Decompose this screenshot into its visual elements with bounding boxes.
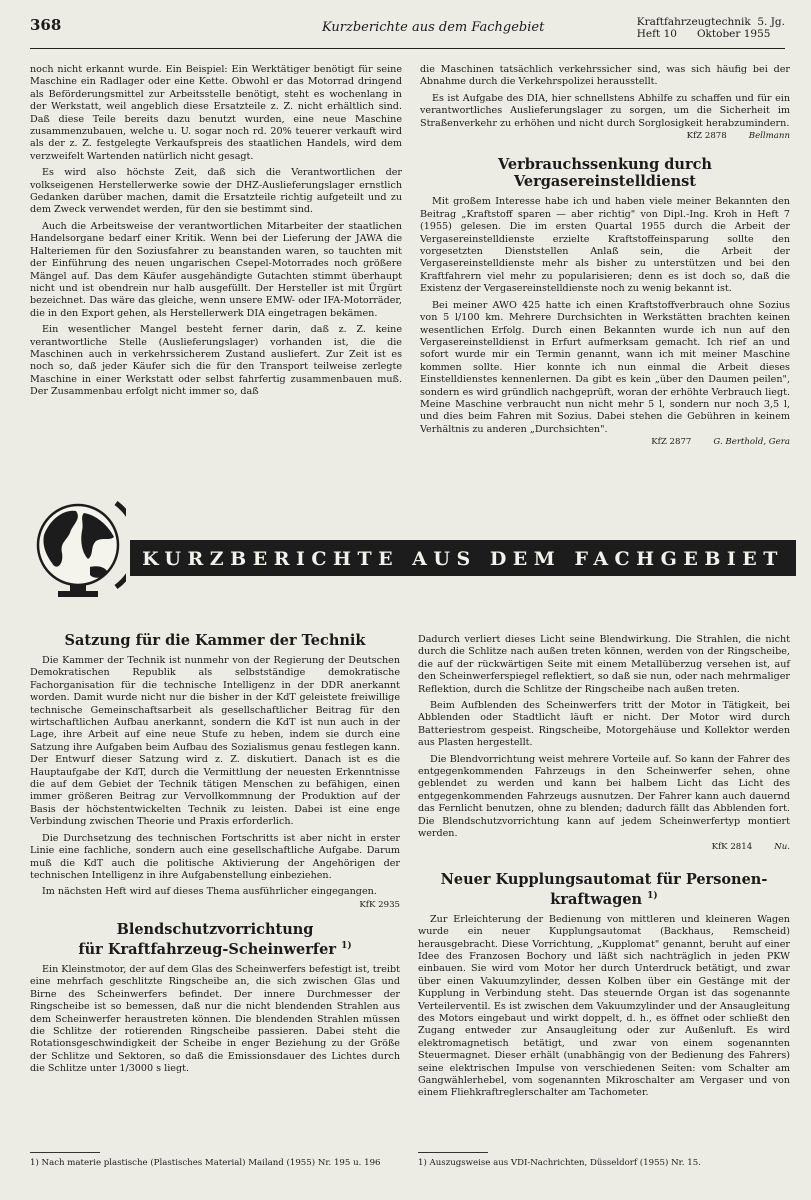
paragraph: Im nächsten Heft wird auf dieses Thema ausführlicher eingegangen. [42,886,377,898]
section-title: Kurzberichte aus dem Fachgebiet [322,20,545,35]
bottom-right-column [418,634,790,1104]
article-title [418,871,790,908]
bottom-left-column [30,630,400,1080]
signature [420,436,790,448]
paragraph: Dadurch verliert dieses Licht seine Blendwirkung. Die Strahlen, die nicht durch die Schlitze nach außen treten können, werden von der Ringscheibe, die auf der rückwärtigen Seite mit einem Metallüberzug versehen ist, auf den Scheinwerferspiegel reflektiert, so daß sie nun, oder nach mehrmaliger Reflektion, durch die Schlitze der Ringscheibe nach außen treten. [418,634,790,695]
section-banner [30,495,790,613]
author-name: Bellmann [748,131,790,142]
footnote: 1) Auszugsweise aus VDI-Nachrichten, Düsseldorf (1955) Nr. 15. [418,1158,790,1168]
paragraph: Bei meiner AWO 425 hatte ich einen Kraftstoffverbrauch ohne Sozius von 5 l/100 km. Mehrere Durchsichten in Werkstätten brachten keinen wesentlichen Erfolg. Durch einen Bekannten wurde ich nun auf den Vergasereinstelldienst in Erfurt aufmerksam gemacht. Ich rief an und sofort wurde mir ein Termin genannt, wann ich mit meiner Maschine kommen sollte. Hier konnte ich nun einmal die Arbeit dieses Einstelldienstes kennenlernen. Da gibt es kein „über den Daumen peilen", sondern es wird gründlich nachgeprüft, woran der erhöhte Verbrauch liegt. Meine Maschine verbraucht nun nicht mehr 5 l, sondern nur noch 3,5 l, und dies beim Fahren mit Sozius. Dabei stehen die Gebühren in keinem Verhältnis zu anderen „Durchsichten". [420,299,790,435]
signature [30,899,400,911]
signature [418,841,790,853]
article-title: Satzung für die Kammer der Technik [64,632,366,649]
title-line-2: für Kraftfahrzeug-Scheinwerfer [78,940,336,958]
title-line-1: Blendschutzvorrichtung [116,921,314,939]
article-title [30,921,400,958]
paragraph: die Maschinen tatsächlich verkehrssicher sind, was sich häufig bei der Abnahme durch die Verkehrspolizei herausstellt. [420,64,790,88]
paragraph: Es ist Aufgabe des DIA, hier schnellstens Abhilfe zu schaffen und für ein verantwortliches Auslieferungslager zu sorgen, um die Sicherheit im Straßenverkehr zu erhöhen und nicht durch Sorglosigkeit herabzumindern. [420,92,790,129]
page-header [30,14,785,49]
title-line-2: kraftwagen [550,890,643,908]
page-number: 368 [30,16,62,34]
signature [420,130,790,142]
paragraph: noch nicht erkannt wurde. Ein Beispiel: Ein Werktätiger benötigt für seine Maschine ein Radlager oder eine Kette. Obwohl er das Motorrad dringend als Beförderungsmittel zur Arbeitsstelle benötigt, steht es wochenlang in der Werkstatt, weil angeblich diese Ersatzteile z. Z. nicht erhältlich sind. Daß diese Teile bereits dazu benutzt wurden, eine neue Maschine zusammenzubauen, welche u. U. sogar noch rd. 20% teuerer verkauft wird als der z. Z. festgelegte Verkaufspreis des staatlichen Handels, wird dem verzweifelt Wartenden natürlich nicht gesagt. [30,64,402,162]
article-code: KfZ 2878 [686,131,727,142]
paragraph: Die Kammer der Technik ist nunmehr von der Regierung der Deutschen Demokratischen Republik als selbstständige demokratische Fachorganisation für die technische Intelligenz in der DDR anerkannt worden. Damit wurde nicht nur die bisher in der KdT geleistete freiwillige technische Gemeinschaftsarbeit als gesellschaftlicher Beitrag für den wirtschaftlichen Aufbau anerkannt, sondern die KdT ist nun auch in der Lage, ihre Arbeit auf eine neue Stufe zu heben, indem sie durch eine Satzung ihre Aufgaben beim Aufbau des Sozialismus genau festlegen kann. Der Entwurf dieser Satzung wird z. Z. diskutiert. Danach ist es die Hauptaufgabe der KdT, durch die Vermittlung der neuesten Erkenntnisse die auf dem Gebiet der Technik tätigen Menschen zu befähigen, einen immer größeren Beitrag zur Vervollkommnung der Produktion auf der Basis der höchstentwickelten Technik zu leisten. Dabei ist eine enge Verbindung zwischen Theorie und Praxis erforderlich. [30,655,400,828]
banner-text: KURZBERICHTE AUS DEM FACHGEBIET [142,548,784,570]
journal-line-2: Heft 10 Oktober 1955 [636,28,771,40]
author-name: Nu. [774,841,790,852]
journal-info [637,16,785,40]
top-left-column [30,64,402,403]
article-title: Verbrauchssenkung durch Vergasereinstelldienst [498,156,712,191]
paragraph: Es wird also höchste Zeit, daß sich die Verantwortlichen der volkseigenen Herstellerwerke sowie der DHZ-Auslieferungslager ernstlich Gedanken darüber machen, damit die Ersatzteile richtig aufgeteilt und zu dem Zweck verwendet werden, für den sie bestimmt sind. [30,167,402,216]
article-code: KfK 2935 [359,899,400,910]
top-right-column [420,64,790,453]
paragraph: Ein wesentlicher Mangel besteht ferner darin, daß z. Z. keine verantwortliche Stelle (Auslieferungslager) vorhanden ist, die die Maschinen auch in verkehrssicherem Zustand ausliefert. Zur Zeit ist es noch so, daß jeder Käufer sich die für den Transport teilweise zerlegte Maschine in einer Werkstatt oder selbst fahrfertig zusammenbauen muß. Der Zusammenbau erfolgt nicht immer so, daß [30,324,402,398]
paragraph: Auch die Arbeitsweise der verantwortlichen Mitarbeiter der staatlichen Handelsorgane bedarf einer Kritik. Wenn bei der Lieferung der JAWA die Halteriemen für den Soziusfahrer zu beanstanden waren, so tauchten mit der Einführung des neuen ungarischen Csepel-Motorrades noch größere Mängel auf. Das dem Käufer ausgehändigte Gutachten stimmt überhaupt nicht und ist obendrein nur halb ausgefüllt. Der Hersteller ist mit Ürgürt bezeichnet. Das wäre das gleiche, wenn unsere EMW- oder IFA-Motorräder, die in den Export gehen, als Herstellerwerk DIA eingetragen bekämen. [30,220,402,319]
paragraph: Ein Kleinstmotor, der auf dem Glas des Scheinwerfers befestigt ist, treibt eine mehrfach geschlitzte Ringscheibe an, die sich zwischen Glas und Birne des Scheinwerfers befindet. Der innere Durchmesser der Ringscheibe ist so bemessen, daß nur die nicht blendenden Strahlen aus dem Scheinwerfer heraustreten können. Die blendenden Strahlen müssen die Schlitze der rotierenden Ringscheibe passieren. Dabei steht die Rotationsgeschwindigkeit der Scheibe in enger Beziehung zu der Größe der Schlitze und Sektoren, so daß die Emissionsdauer des Lichtes durch die Schlitze unter 1/3000 s liegt. [30,963,400,1075]
paragraph: Mit großem Interesse habe ich und haben viele meiner Bekannten den Beitrag „Kraftstoff sparen — aber richtig" von Dipl.-Ing. Kroh in Heft 7 (1955) gelesen. Die im ersten Quartal 1955 durch die Arbeit der Vergasereinstelldienste erzielte Kraftstoffeinsparung sollte den vorgesetzten Dienststellen Anlaß sein, die Arbeit der Vergasereinstelldienste mehr als bisher zu unterstützen und bei den Kraftfahrern viel mehr zu popularisieren; denn es ist doch so, daß die Existenz der Vergasereinstelldienste noch zu wenig bekannt ist. [420,196,790,295]
paragraph: Die Blendvorrichtung weist mehrere Vorteile auf. So kann der Fahrer des entgegenkommenden Fahrzeugs in den Scheinwerfer sehen, ohne geblendet zu werden und kann bei halbem Licht das Licht des entgegenkommenden Fahrzeugs ausnutzen. Der Fahrer kann auch dauernd das Fernlicht benutzen, ohne zu blenden; dadurch fällt das Abblenden fort. Die Blendschutzvorrichtung kann auf jedem Scheinwerfertyp montiert werden. [418,753,790,840]
article-code: KfK 2814 [711,841,753,852]
banner-bar [130,540,796,576]
paragraph: Beim Aufblenden des Scheinwerfers tritt der Motor in Tätigkeit, bei Abblenden oder Stadtlicht läuft er nicht. Der Motor wird durch Batteriestrom gespeist. Ringscheibe, Motorgehäuse und Kollektor werden aus Plasten hergestellt. [418,700,790,749]
paragraph: Die Durchsetzung des technischen Fortschritts ist aber nicht in erster Linie eine fachliche, sondern auch eine gesellschaftliche Aufgabe. Darum muß die KdT auch die politische Aktivierung der Angehörigen der technischen Intelligenz in ihre Aufgabenstellung einbeziehen. [30,832,400,881]
paragraph: Zur Erleichterung der Bedienung von mittleren und kleineren Wagen wurde ein neuer Kupplungsautomat (Backhaus, Remscheid) herausgebracht. Diese Vorrichtung, „Kupplomat" genannt, beruht auf einer Idee des Franzosen Bochory und läßt sich nachträglich in jeden PKW einbauen. Sie wird vom Motor her durch Unterdruck betätigt, und zwar über einen Vakuumzylinder, dessen Kolben über ein Gestänge mit der Kupplung in Verbindung steht. Das steuernde Organ ist das sogenannte Verteilerventil. Es ist zwischen dem Vakuumzylinder und der Ansaugleitung des Motors eingebaut und wirkt doppelt, d. h., es öffnet oder schließt den Zugang entweder zur Ansaugleitung oder zur Außenluft. Es wird elektromagnetisch betätigt, und zwar von einem sogenannten Steuermagnet. Dieser erhält (unabhängig von der Bedienung des Fahrers) seine elektrischen Impulse von verschiedenen Seiten: vom Schalter am Gangwählerhebel, vom sogenannten Mikroschalter am Vergaser und von einem Fliehkraftreglerschalter am Tachometer. [418,913,790,1099]
globe-icon [30,495,126,607]
footnote-ref: 1) [647,890,658,901]
title-line-1: Neuer Kupplungsautomat für Personen- [440,870,768,888]
author-name: G. Berthold, Gera [713,437,790,448]
journal-line-1: Kraftfahrzeugtechnik 5. Jg. [636,16,785,28]
footnote-ref: 1) [341,941,352,952]
footnote: 1) Nach materie plastische (Plastisches Material) Mailand (1955) Nr. 195 u. 196 [30,1158,400,1168]
article-code: KfZ 2877 [651,437,692,448]
